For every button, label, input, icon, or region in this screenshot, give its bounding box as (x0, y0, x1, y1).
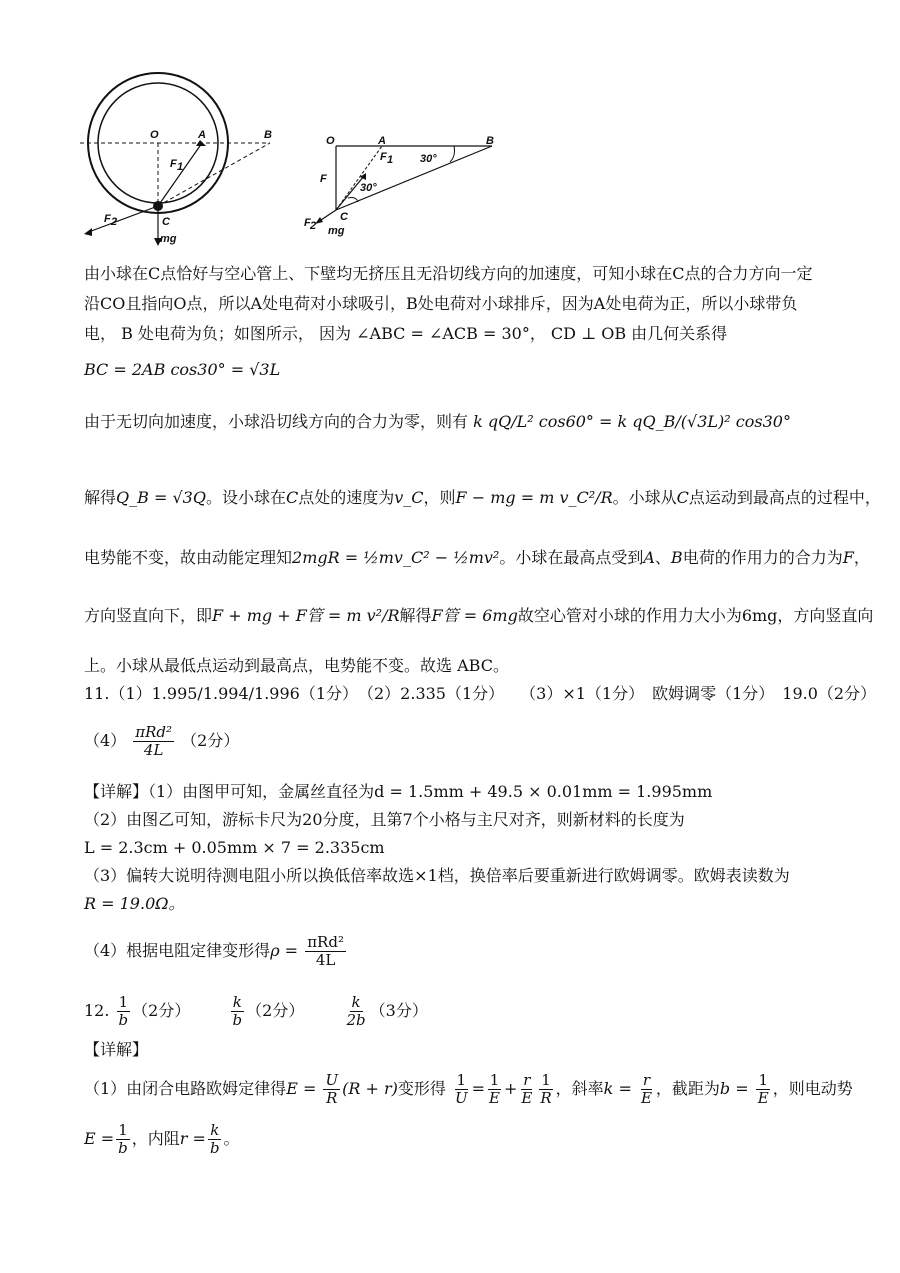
q12-frac-1-e: $\frac{1}{E}$ (489, 1071, 500, 1107)
label-a-right: A (378, 135, 386, 147)
para2-equation: k qQ/L² cos60° = k qQ_B/(√3L)² cos30° (473, 412, 791, 431)
q12-one-b: 1 (489, 1071, 500, 1089)
q12-e-eq: E = (286, 1079, 317, 1098)
q12-internal-r (208, 1122, 222, 1157)
q12-line2: E = $\frac{1}{b}$ ，内阻r = $\frac{k}{b}$ 。 (84, 1121, 240, 1157)
q11-detail1: 【详解】（1）由图甲可知，金属丝直径为d = 1.5mm + 49.5 × 0.01mm = 1.995mm (84, 782, 713, 801)
label-f1-sub: 1 (177, 161, 184, 173)
para4-charge-b: B (670, 548, 683, 567)
label-f2-right: F (304, 217, 311, 229)
q11-detail6-den: 4L (315, 951, 336, 969)
q12-frac-r: R (326, 1089, 338, 1107)
q12-answers (84, 994, 428, 1029)
q12-l1c: ，斜率 (555, 1079, 604, 1098)
label-c-right: C (340, 211, 348, 223)
para1-line2: 沿CO且指向O点，所以A处电荷对小球吸引，B处电荷对小球排斥，因为A处电荷为正，所以小球带负 (84, 294, 798, 313)
q12-a-num: 1 (118, 993, 129, 1011)
label-f1-right: F (380, 151, 387, 163)
para5-equation2: F管 = 6mg (431, 606, 518, 625)
q11-detail6-num: πRd² (307, 933, 344, 951)
q12-b-num: k (232, 993, 242, 1011)
q11-detail6-fraction (305, 934, 346, 969)
q12-detail-label: 【详解】 (84, 1040, 149, 1059)
q12-one-c: 1 (541, 1071, 551, 1089)
label-f1: F (170, 158, 177, 170)
para3-c-point-2: C (676, 488, 689, 507)
para3-equation: F − mg = m v_C²/R (455, 488, 613, 507)
para5-b: 解得 (399, 606, 432, 625)
q12-b-den: b (232, 1011, 243, 1029)
q12-frac-1-r (538, 1072, 553, 1107)
q12-frac-u-r (323, 1072, 340, 1107)
q12-frac-u: U (325, 1071, 339, 1089)
para5 (84, 606, 873, 626)
para4-c: 、 (654, 548, 671, 567)
q12-ir-den: b (209, 1139, 220, 1157)
label-b: B (264, 129, 272, 141)
para4-a: 电势能不变，故由动能定理知 (84, 548, 293, 567)
q11-part4-fraction (133, 724, 174, 759)
label-b-right: B (486, 135, 494, 147)
para5-equation: F + mg + F管 = m v²/R (212, 606, 400, 625)
q11-line1: 11.（1）1.995/1.994/1.996（1分） （2）2.335（1分） （3）×1（1分） 欧姆调零（1分） 19.0（2分） (84, 684, 877, 703)
q12-a-den: b (118, 1011, 129, 1029)
label-mg: mg (160, 233, 177, 245)
para4-b: 。小球在最高点受到 (499, 548, 644, 567)
para3-d: ，则 (423, 488, 456, 507)
label-f2-sub: 2 (111, 216, 118, 228)
para1-line3: 电， B 处电荷为负；如图所示， 因为 ∠ABC = ∠ACB = 30°， CD ⊥ OB 由几何关系得 (84, 324, 728, 343)
q11-part4-num: πRd² (135, 723, 173, 741)
q12-one-e: 1 (118, 1121, 128, 1139)
para3-c: 点处的速度为 (298, 488, 395, 507)
ball-c (153, 201, 163, 211)
q11-part4 (84, 724, 239, 759)
para3-qb: Q_B = √3Q (116, 488, 206, 507)
figure-triangle-diagram (296, 130, 506, 240)
q12-frac-1-u (453, 1072, 470, 1107)
q12-u-den: U (454, 1089, 468, 1107)
para4-e: ， (853, 548, 870, 567)
label-o: O (150, 129, 159, 141)
label-f-right: F (320, 173, 327, 185)
para6: 上。小球从最低点运动到最高点，电势能不变。故选 ABC。 (84, 656, 509, 675)
q11-detail6-rho: ρ = (270, 941, 299, 960)
q12-r-den: R (540, 1089, 552, 1107)
label-o-right: O (326, 135, 335, 147)
para3-a: 解得 (84, 488, 117, 507)
q12-emf-den: b (118, 1139, 128, 1157)
label-f2-sub-right: 2 (310, 220, 317, 232)
para1-line4: BC = 2AB cos30° = √3L (84, 360, 281, 379)
q12-l1e: ，则电动势 (772, 1079, 853, 1098)
q12-l1b: 变形得 (397, 1079, 446, 1098)
para4-equation: 2mgR = ½mv_C² − ½mv² (292, 548, 500, 567)
para2 (84, 412, 791, 432)
para1-line1: 由小球在C点恰好与空心管上、下壁均无挤压且无沿切线方向的加速度，可知小球在C点的合力方向一定 (84, 264, 813, 283)
q12-slope: $\frac{r}{E}$ (640, 1071, 652, 1107)
figure-circle-diagram (80, 70, 280, 250)
q11-detail5: R = 19.0Ω。 (84, 894, 185, 913)
para4 (84, 548, 870, 568)
para5-c: 故空心管对小球的作用力大小为6mg，方向竖直向 (517, 606, 874, 625)
q12-ir-num: k (210, 1121, 220, 1139)
q11-detail3: L = 2.3cm + 0.05mm × 7 = 2.335cm (84, 838, 385, 857)
para3-f: 点运动到最高点的过程中， (688, 488, 881, 507)
q12-intercept: $\frac{1}{E}$ (757, 1071, 769, 1107)
q12-l2a: ，内阻 (131, 1129, 180, 1148)
para3-b: 。设小球在 (205, 488, 286, 507)
q11-part4-label: （4） (84, 731, 127, 750)
q12-c-num: k (351, 993, 361, 1011)
label-angle-c: 30° (360, 182, 377, 194)
para2-text: 由于无切向加速度，小球沿切线方向的合力为零，则有 (84, 412, 469, 431)
q12-one-a: 1 (456, 1071, 467, 1089)
para3-e: 。小球从 (612, 488, 677, 507)
q12-line1: （1）由闭合电路欧姆定律得E = $\frac{U}{R}$ (R + r)变形得 $\frac{1}{U}$ = $\frac{1}{E}$ + $\frac{r}{E}$ $\frac{1}{R}$ ，斜率k = $\frac{r}{E}$ ，截距为b = $\frac{1}{E}$ ，则电动势 (84, 1071, 853, 1107)
label-mg-right: mg (328, 225, 345, 237)
q11-detail4: （3）偏转大说明待测电阻小所以换低倍率故选×1档，换倍率后要重新进行欧姆调零。欧姆表读数为 (84, 866, 790, 885)
q12-answer-c (345, 994, 368, 1029)
para4-d: 电荷的作用力的合力为 (682, 548, 843, 567)
q11-part4-den: 4L (143, 741, 164, 759)
label-c: C (162, 216, 170, 228)
q12-answer-b (231, 994, 245, 1029)
q11-detail6 (84, 934, 348, 969)
para5-a: 方向竖直向下，即 (84, 606, 213, 625)
q12-c-score: （3分） (369, 1001, 428, 1020)
q12-answer-a (117, 994, 131, 1029)
q12-one-d: 1 (758, 1071, 768, 1089)
label-f2: F (104, 213, 111, 225)
q12-number: 12. (84, 1001, 110, 1020)
para4-charge-a: A (643, 548, 655, 567)
q12-frac-r-e: $\frac{r}{E}$ (521, 1071, 533, 1107)
q12-c-den: 2b (346, 1011, 366, 1029)
label-a: A (198, 129, 206, 141)
q12-paren: (R + r) (342, 1079, 398, 1098)
q12-emf (116, 1122, 130, 1157)
label-f1-sub-right: 1 (387, 154, 394, 166)
q12-l1d: ，截距为 (655, 1079, 720, 1098)
q12-a-score: （2分） (132, 1001, 191, 1020)
q11-part4-score: （2分） (181, 731, 240, 750)
q12-l1a: （1）由闭合电路欧姆定律得 (84, 1079, 287, 1098)
para3-vc: v_C (394, 488, 424, 507)
q11-detail2: （2）由图乙可知，游标卡尺为20分度，且第7个小格与主尺对齐，则新材料的长度为 (84, 810, 685, 829)
q11-detail6-text: （4）根据电阻定律变形得 (84, 941, 271, 960)
q12-l2b: 。 (223, 1129, 240, 1148)
q12-b-score: （2分） (246, 1001, 305, 1020)
label-angle-b: 30° (420, 153, 437, 165)
para4-f: F (842, 548, 854, 567)
para3 (84, 488, 881, 508)
para3-c-point: C (285, 488, 299, 507)
